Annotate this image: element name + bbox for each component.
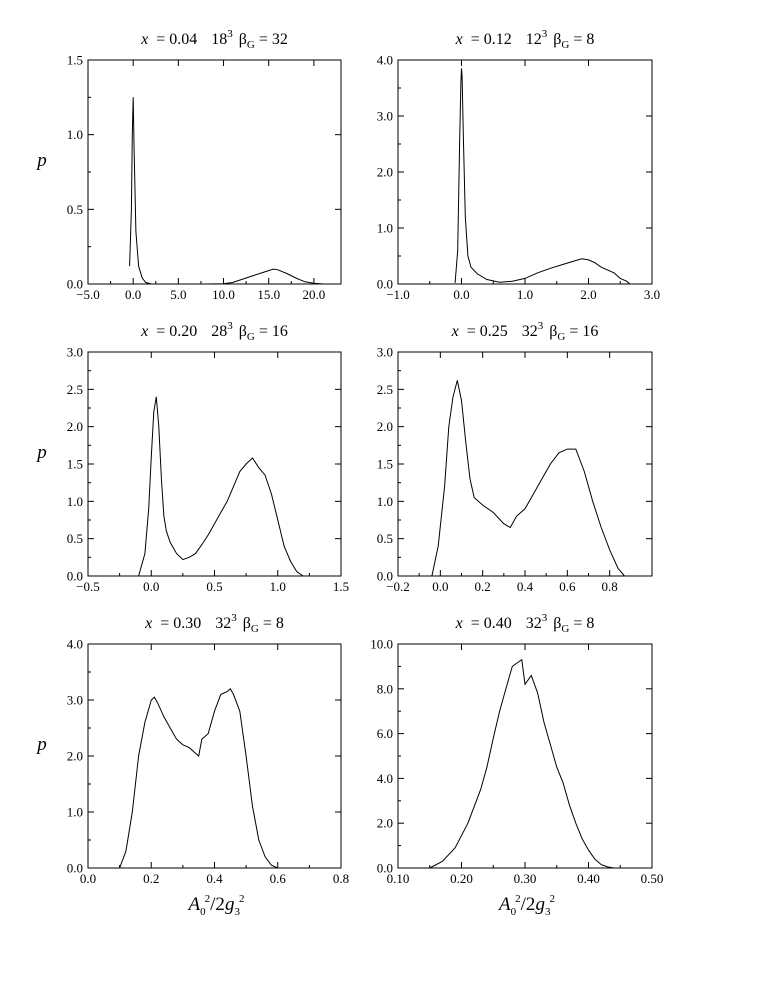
plot-frame — [88, 644, 341, 868]
y-tick-label: 1.0 — [376, 493, 393, 509]
y-tick-label: 1.5 — [376, 456, 393, 472]
x-tick-label: 1.5 — [332, 579, 350, 594]
y-tick-label: 4.0 — [376, 52, 393, 68]
x-tick-label: 0.4 — [516, 579, 534, 594]
y-tick-label: 0.0 — [376, 860, 393, 876]
x-tick-label: 0.30 — [513, 871, 537, 886]
y-tick-label: 1.5 — [66, 456, 83, 472]
x-tick-label: 0.6 — [269, 871, 286, 886]
x-tick-label: 1.0 — [269, 579, 286, 594]
x-tick-label: −0.2 — [386, 579, 410, 594]
x-tick-label: 0.2 — [143, 871, 160, 886]
x-tick-label: 0.8 — [601, 579, 618, 594]
chart-title: x = 0.25 $32^3$ $\beta_G = 16$ — [451, 320, 599, 343]
y-tick-label: 6.0 — [376, 726, 393, 742]
chart-title: x = 0.20 $28^3$ $\beta_G = 16$ — [141, 320, 288, 343]
x-tick-label: 15.0 — [257, 287, 281, 302]
chart-title: x = 0.30 $32^3$ $\beta_G = 8$ — [145, 612, 284, 635]
x-tick-label: 3.0 — [643, 287, 661, 302]
series-line-1 — [430, 660, 614, 868]
x-tick-label: 0.10 — [386, 871, 410, 886]
x-tick-label: 0.0 — [143, 579, 160, 594]
chart-panel-4 — [377, 320, 652, 594]
y-axis-label: p — [37, 734, 47, 755]
y-tick-label: 3.0 — [376, 108, 393, 124]
y-tick-label: 1.0 — [66, 804, 83, 820]
y-tick-label: 4.0 — [66, 636, 83, 652]
y-tick-label: 10.0 — [370, 636, 393, 652]
chart-title: x = 0.40 $32^3$ $\beta_G = 8$ — [455, 612, 595, 635]
x-tick-label: −1.0 — [386, 287, 410, 302]
x-tick-label: 2.0 — [580, 287, 597, 302]
y-tick-label: 3.0 — [66, 344, 83, 360]
series-line-1 — [455, 68, 630, 284]
x-tick-label: −5.0 — [76, 287, 100, 302]
y-axis-label: p — [37, 150, 47, 171]
series-line-1 — [139, 397, 303, 576]
x-axis-label: $A_02/2g_32$ — [188, 893, 245, 918]
x-tick-label: 0.50 — [640, 871, 664, 886]
y-tick-label: 4.0 — [376, 770, 393, 786]
y-tick-label: 1.0 — [66, 493, 83, 509]
y-tick-label: 0.0 — [376, 276, 393, 292]
y-tick-label: 0.0 — [66, 568, 83, 584]
x-axis-label: $A_02/2g_32$ — [499, 893, 555, 918]
y-tick-label: 0.0 — [66, 860, 83, 876]
x-tick-label: 0.40 — [577, 871, 600, 886]
y-tick-label: 3.0 — [66, 692, 83, 708]
y-tick-label: 0.5 — [66, 531, 83, 547]
plot-frame — [88, 60, 341, 284]
x-tick-label: 1.0 — [516, 287, 534, 302]
x-tick-label: 20.0 — [302, 287, 326, 302]
x-tick-label: 0.20 — [450, 871, 473, 886]
y-tick-label: 1.0 — [376, 220, 393, 236]
chart-panel-3 — [35, 320, 349, 594]
series-line-1 — [130, 97, 323, 284]
x-tick-label: 0.2 — [474, 579, 491, 594]
y-tick-label: 0.0 — [376, 568, 393, 584]
chart-panel-5 — [35, 612, 349, 918]
x-tick-label: 0.0 — [453, 287, 470, 302]
y-tick-label: 2.0 — [376, 164, 393, 180]
x-tick-label: 0.0 — [79, 871, 97, 886]
x-tick-label: 0.0 — [432, 579, 449, 594]
y-tick-label: 2.0 — [376, 815, 393, 831]
chart-panel-6 — [370, 612, 663, 918]
chart-title: x = 0.12 $12^3$ $\beta_G = 8$ — [455, 28, 595, 51]
plot-frame — [88, 352, 341, 576]
series-line-1 — [432, 380, 625, 576]
y-axis-label: p — [37, 442, 47, 463]
y-tick-label: 2.5 — [66, 381, 83, 397]
x-tick-label: −0.5 — [76, 579, 100, 594]
chart-title: x = 0.04 $18^3$ $\beta_G = 32$ — [141, 28, 288, 51]
y-tick-label: 0.5 — [376, 531, 393, 547]
y-tick-label: 2.0 — [66, 748, 83, 764]
x-tick-label: 10.0 — [212, 287, 235, 302]
series-line-1 — [120, 689, 278, 868]
y-tick-label: 2.0 — [66, 419, 83, 435]
plot-frame — [398, 644, 652, 868]
y-tick-label: 3.0 — [376, 344, 393, 360]
x-tick-label: 0.5 — [206, 579, 223, 594]
chart-panel-2 — [377, 28, 660, 302]
plot-frame — [398, 60, 652, 284]
chart-panel-1 — [35, 28, 341, 302]
y-tick-label: 1.5 — [66, 52, 83, 68]
x-tick-label: 5.0 — [170, 287, 187, 302]
x-tick-label: 0.8 — [332, 871, 350, 886]
y-tick-label: 2.0 — [376, 419, 393, 435]
x-tick-label: 0.0 — [125, 287, 142, 302]
y-tick-label: 8.0 — [376, 681, 393, 697]
y-tick-label: 1.0 — [66, 127, 83, 143]
y-tick-label: 0.5 — [66, 201, 83, 217]
plot-frame — [398, 352, 652, 576]
x-tick-label: 0.4 — [206, 871, 223, 886]
x-tick-label: 0.6 — [559, 579, 576, 594]
y-tick-label: 0.0 — [66, 276, 83, 292]
y-tick-label: 2.5 — [376, 381, 393, 397]
